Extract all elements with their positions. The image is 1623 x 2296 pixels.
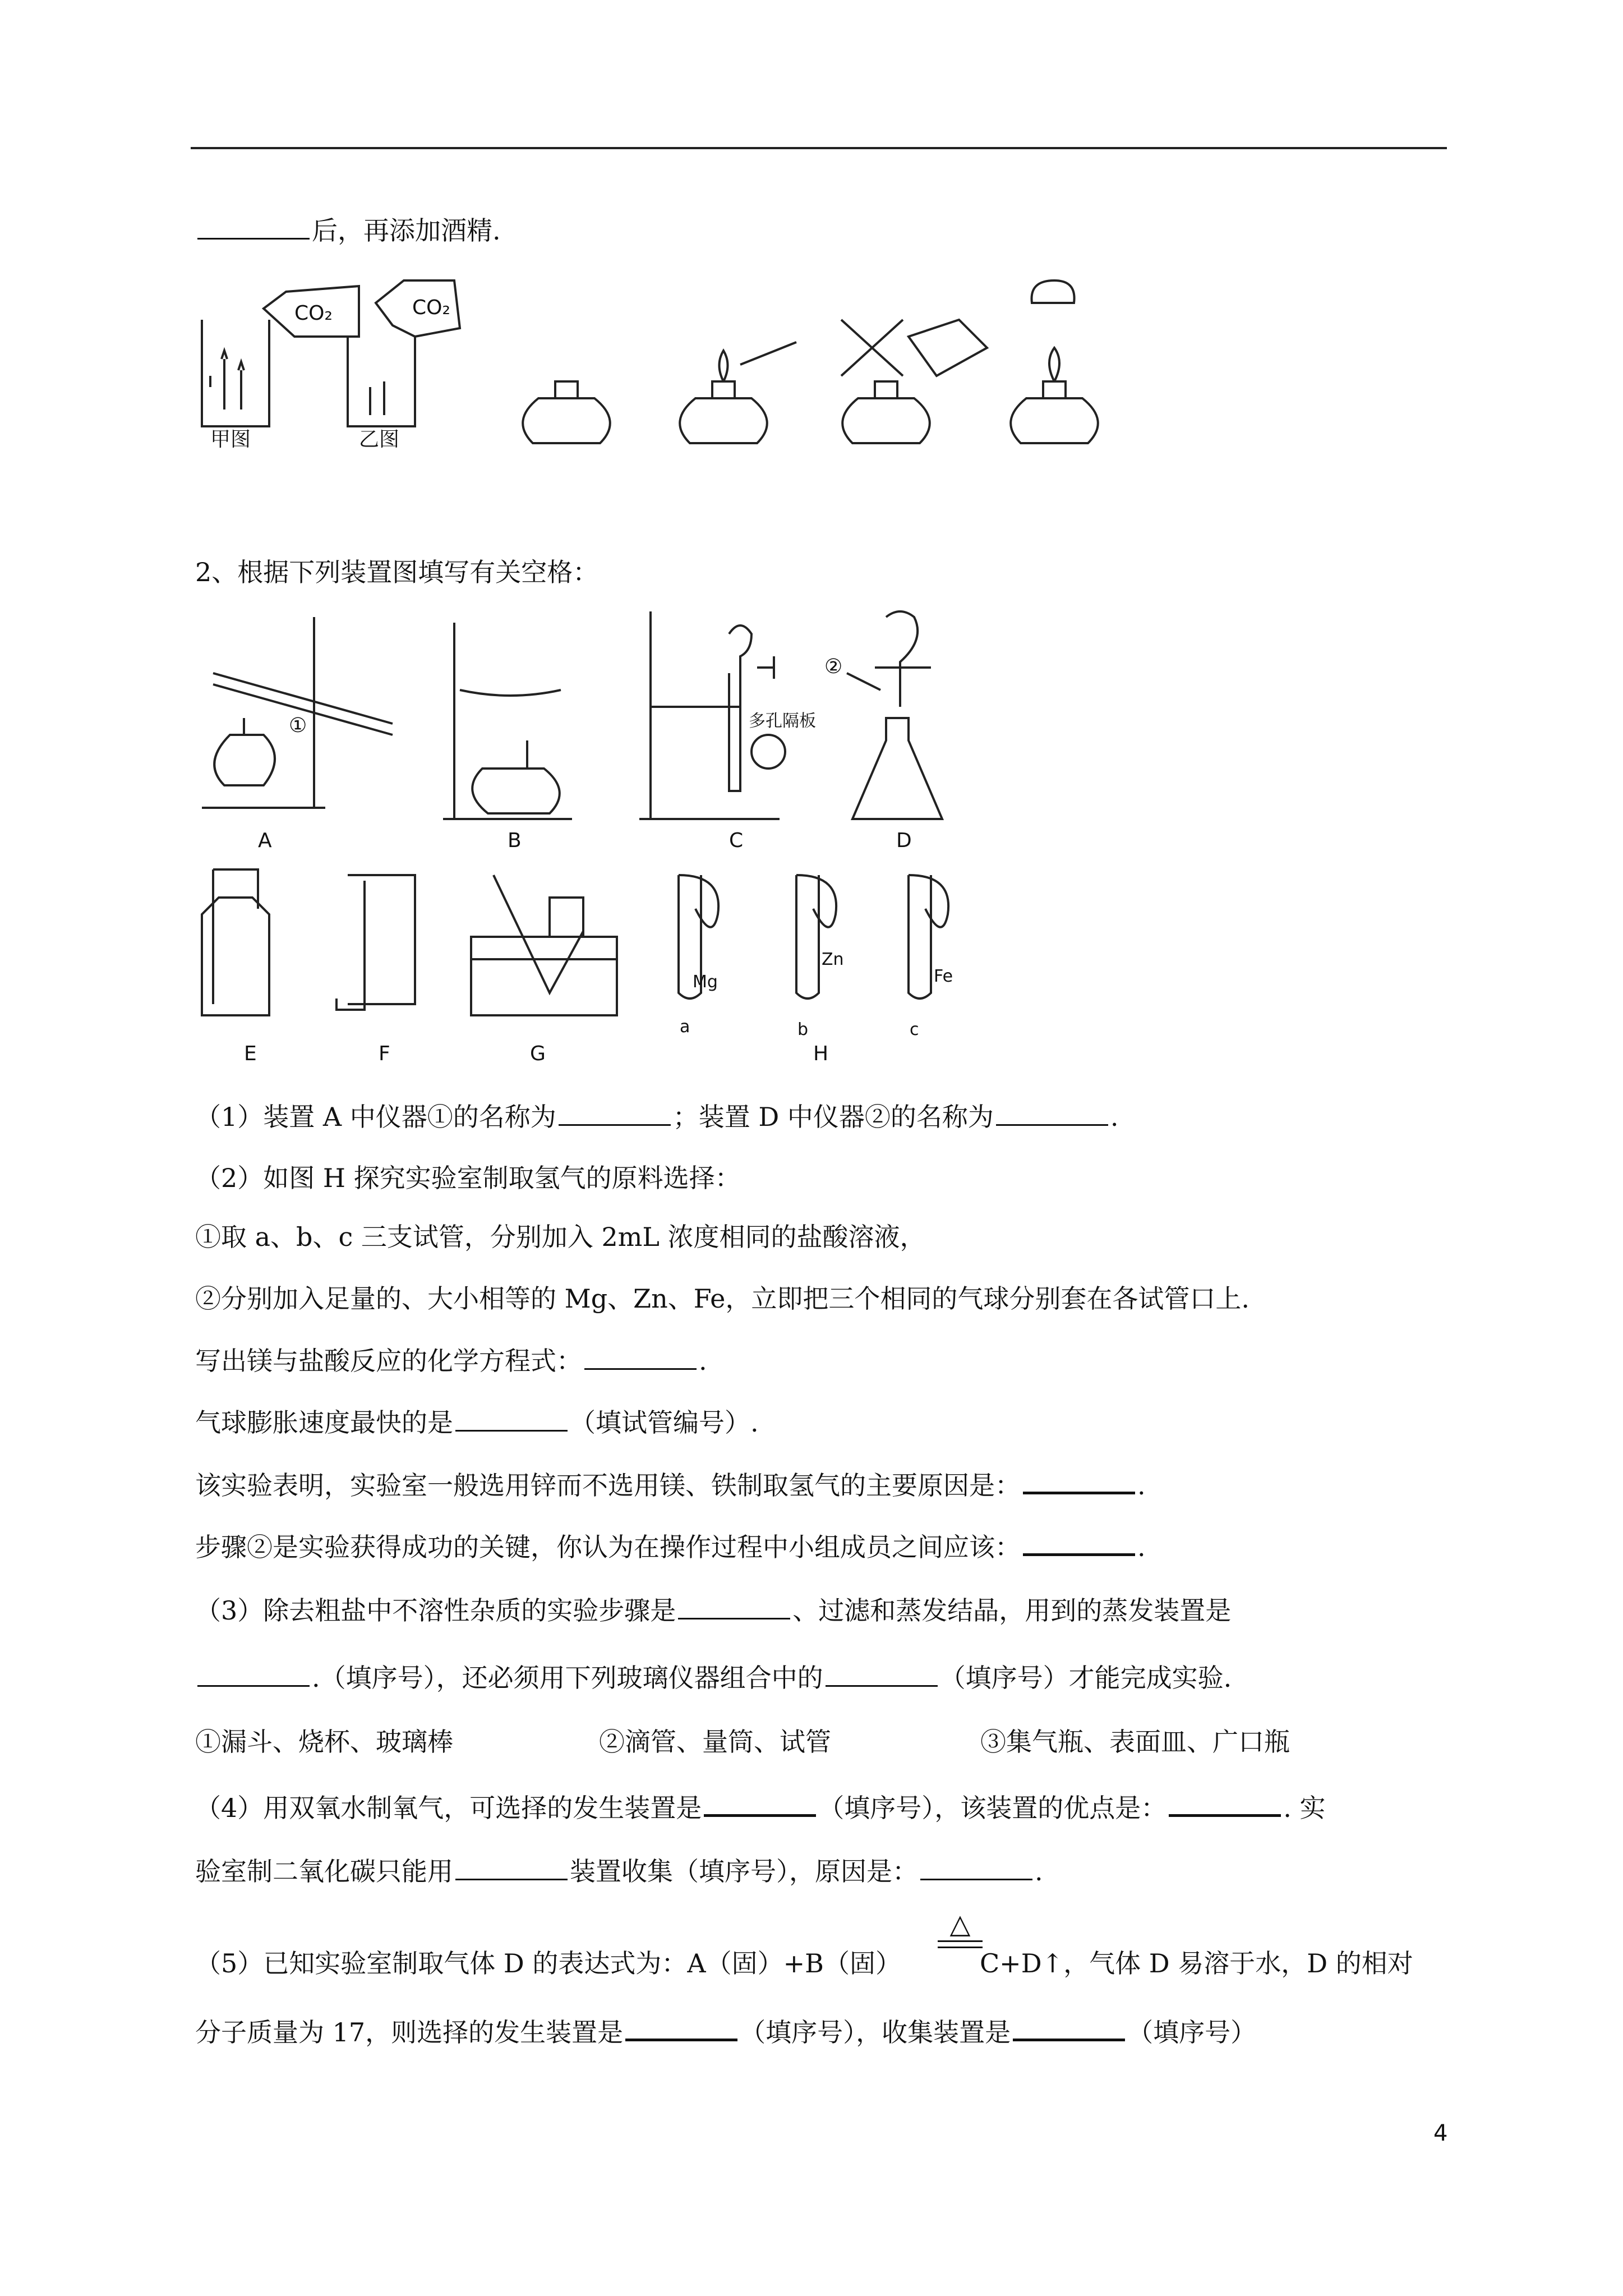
option-3: ③集气瓶、表面皿、广口瓶 [980, 1727, 1290, 1757]
q3-options [195, 1725, 1290, 1759]
q3-line2 [195, 1660, 1232, 1695]
text: （填序号）才能完成实验. [939, 1663, 1232, 1693]
answer-blank[interactable] [455, 1405, 568, 1432]
q2-equation [195, 1343, 707, 1378]
figure-apparatus-a-d [191, 606, 1032, 853]
tube-a: a [680, 1017, 690, 1037]
porous-plate-label: 多孔隔板 [749, 711, 816, 731]
text: （3）除去粗盐中不溶性杂质的实验步骤是 [195, 1595, 676, 1626]
answer-blank[interactable] [704, 1789, 816, 1817]
answer-blank[interactable] [197, 1660, 310, 1687]
text: （5）已知实验室制取气体 D 的表达式为：A（固）+B（固） [195, 1948, 901, 1978]
label-d: D [896, 829, 912, 852]
text: . 实 [1283, 1793, 1326, 1823]
answer-blank[interactable] [996, 1099, 1108, 1126]
text: ；装置 D 中仪器②的名称为 [672, 1102, 994, 1132]
text: 验室制二氧化碳只能用 [195, 1856, 453, 1887]
text: C+D↑，气体 D 易溶于水，D 的相对 [979, 1948, 1413, 1978]
mark-2: ② [824, 655, 843, 678]
label-f: F [379, 1042, 390, 1065]
text: （4）用双氧水制氧气，可选择的发生装置是 [195, 1793, 702, 1823]
text: . [699, 1346, 707, 1376]
q2-reason [195, 1467, 1146, 1502]
answer-blank[interactable] [1023, 1529, 1135, 1556]
q3-line1 [195, 1593, 1231, 1627]
co2-label-a: CO₂ [294, 302, 333, 325]
mark-1: ① [289, 714, 307, 737]
figure-apparatus-e-h [191, 864, 1032, 1077]
option-2: ②滴管、量筒、试管 [599, 1727, 831, 1757]
q4-line1 [195, 1789, 1326, 1825]
q5-line2 [195, 2014, 1256, 2049]
answer-blank[interactable] [197, 213, 310, 240]
text: . [1137, 1532, 1146, 1562]
text: （填序号），收集装置是 [740, 2017, 1011, 2047]
header-rule [191, 147, 1447, 149]
text: 装置收集（填序号），原因是： [570, 1856, 918, 1887]
answer-blank[interactable] [678, 1593, 790, 1619]
q2-step2: ②分别加入足量的、大小相等的 Mg、Zn、Fe，立即把三个相同的气球分别套在各试管口上. [195, 1283, 1250, 1314]
text: .（填序号），还必须用下列玻璃仪器组合中的 [312, 1663, 823, 1693]
text: （1）装置 A 中仪器①的名称为 [195, 1102, 556, 1132]
answer-blank[interactable] [584, 1343, 697, 1370]
caption-jia: 甲图 [210, 428, 251, 451]
text: （填试管编号）. [570, 1407, 759, 1438]
answer-blank[interactable] [920, 1854, 1032, 1880]
text: 后，再添加酒精. [312, 215, 501, 246]
tube-b: b [797, 1020, 809, 1039]
answer-blank[interactable] [826, 1660, 938, 1687]
q1-line [195, 1099, 1118, 1134]
question-2-title: 2、根据下列装置图填写有关空格： [195, 557, 599, 587]
text: 该实验表明，实验室一般选用锌而不选用镁、铁制取氢气的主要原因是： [195, 1470, 1021, 1501]
q5-line1 [195, 1947, 1413, 1980]
caption-yi: 乙图 [359, 428, 400, 451]
line-refill [195, 213, 501, 247]
text: . [1110, 1102, 1119, 1132]
q2-key [195, 1529, 1146, 1564]
heat-symbol [938, 1910, 983, 1948]
tube-c: c [910, 1020, 919, 1039]
fe-label: Fe [934, 967, 953, 986]
text: 分子质量为 17，则选择的发生装置是 [195, 2017, 624, 2047]
delta-icon: △ [949, 1908, 971, 1940]
text: （填序号） [1127, 2017, 1257, 2047]
answer-blank[interactable] [1169, 1789, 1281, 1817]
label-e: E [244, 1042, 257, 1065]
zn-label: Zn [822, 950, 844, 969]
label-b: B [508, 829, 522, 852]
option-1: ①漏斗、烧杯、玻璃棒 [195, 1727, 453, 1757]
text: . [1035, 1856, 1043, 1887]
q2-step1: ①取 a、b、c 三支试管，分别加入 2mL 浓度相同的盐酸溶液， [195, 1222, 926, 1252]
label-c: C [729, 829, 744, 852]
co2-label-b: CO₂ [412, 296, 450, 319]
q2-head: （2）如图 H 探究实验室制取氢气的原料选择： [195, 1163, 741, 1193]
text: . [1137, 1470, 1146, 1501]
label-g: G [530, 1042, 546, 1065]
q2-fastest [195, 1405, 759, 1439]
text: 步骤②是实验获得成功的关键，你认为在操作过程中小组成员之间应该： [195, 1532, 1021, 1562]
text: 气球膨胀速度最快的是 [195, 1407, 453, 1438]
label-h: H [813, 1042, 829, 1065]
answer-blank[interactable] [455, 1854, 568, 1880]
answer-blank[interactable] [559, 1099, 671, 1126]
label-a: A [258, 829, 272, 852]
text: （填序号），该装置的优点是： [818, 1793, 1167, 1823]
figure-alcohol-lamps [191, 275, 1200, 466]
text: 、过滤和蒸发结晶，用到的蒸发装置是 [792, 1595, 1232, 1626]
mg-label: Mg [693, 972, 718, 992]
answer-blank[interactable] [1013, 2014, 1125, 2041]
answer-blank[interactable] [1023, 1467, 1135, 1494]
q4-line2 [195, 1854, 1043, 1888]
answer-blank[interactable] [625, 2014, 737, 2041]
text: 写出镁与盐酸反应的化学方程式： [195, 1346, 582, 1376]
page-number: 4 [1433, 2120, 1448, 2146]
